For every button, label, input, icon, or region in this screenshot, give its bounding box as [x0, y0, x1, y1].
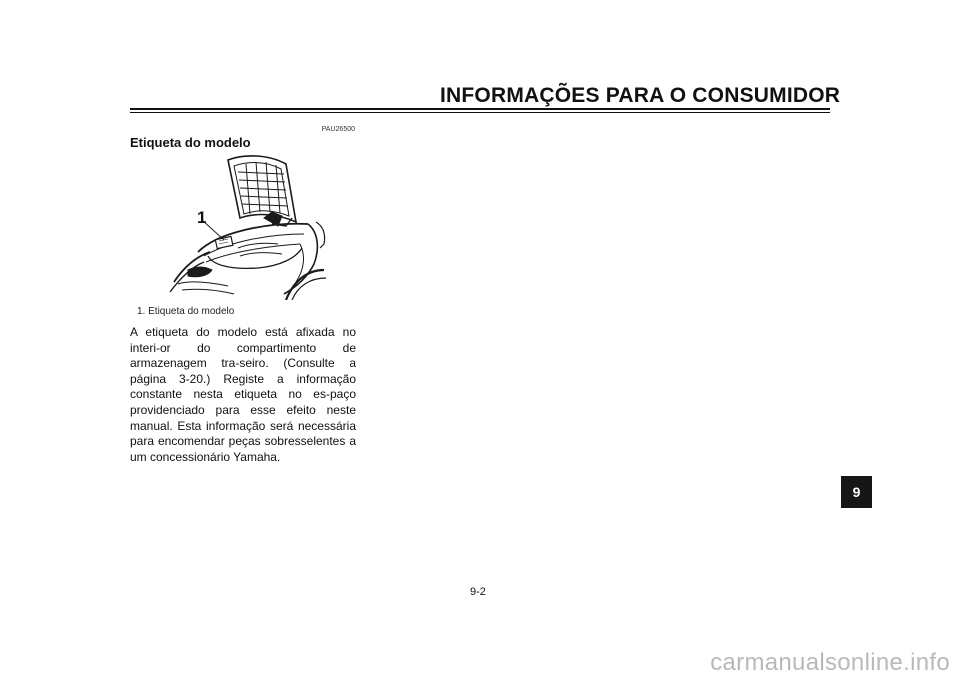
section-code: PAU26500 [321, 126, 355, 133]
scooter-storage-illustration [168, 152, 328, 300]
watermark: carmanualsonline.info [710, 649, 950, 676]
chapter-tab: 9 [841, 476, 872, 508]
page-number: 9-2 [470, 586, 486, 598]
figure-caption: 1. Etiqueta do modelo [137, 306, 235, 317]
figure-callout-number: 1 [197, 208, 207, 227]
header-rule-thin [130, 112, 830, 113]
body-paragraph: A etiqueta do modelo está afixada no interi-or do compartimento de armazenagem tra-seiro. (Consulte a página 3-20.) Registe a informação constante nesta etiqueta no es-paço providenciado para esse efeito neste manual. Esta informação será necessária para encomendar peças sobresselentes a um concessionário Yamaha. [130, 325, 356, 464]
section-heading: Etiqueta do modelo [130, 135, 251, 150]
page-header-title: INFORMAÇÕES PARA O CONSUMIDOR [440, 84, 841, 107]
header-rule [130, 108, 830, 110]
